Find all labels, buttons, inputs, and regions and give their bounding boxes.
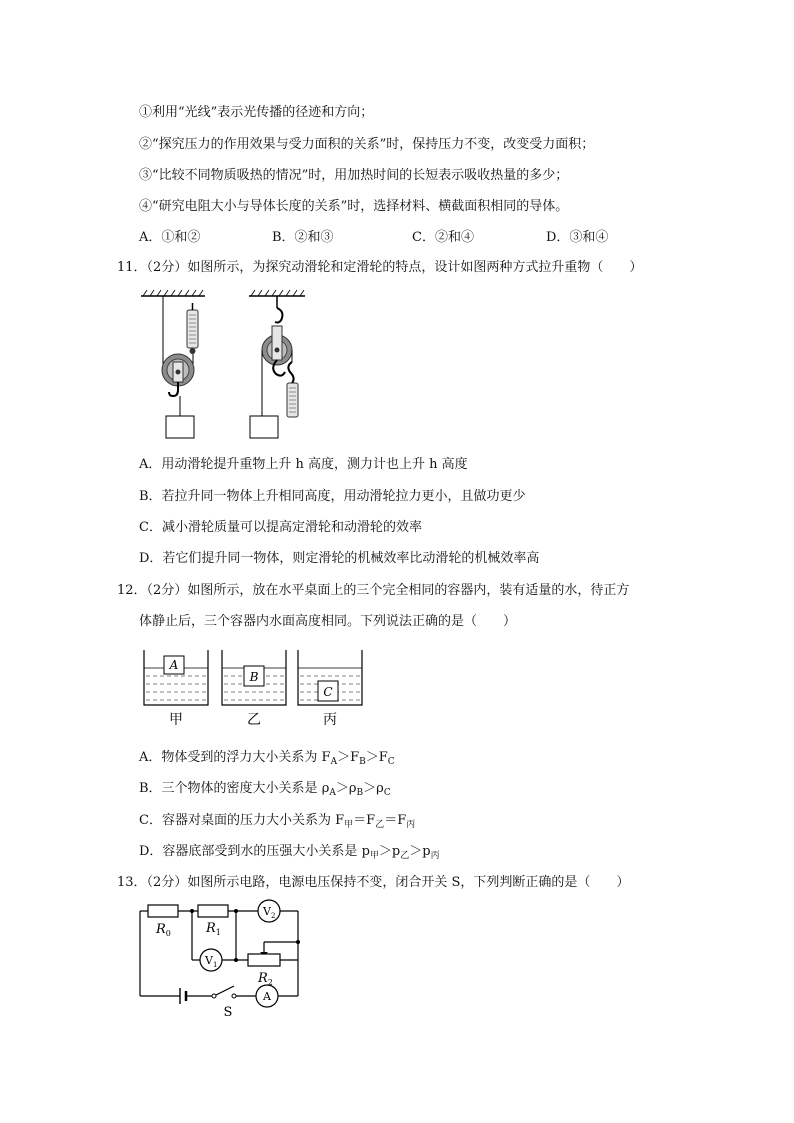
junction-dot [234, 958, 238, 962]
relation: ＞ [363, 781, 377, 796]
relation: ＞ [337, 750, 351, 765]
symbol: ρ [376, 781, 384, 796]
v1-label: $V_1$ [205, 954, 218, 969]
relation: ＞ [378, 844, 392, 859]
container-label-bing: 丙 [323, 712, 337, 728]
q13-stem: 13．（2分）如图所示电路，电源电压保持不变，闭合开关 S，下列判断正确的是（ ） [117, 875, 630, 890]
subscript: B [359, 757, 366, 767]
q12-stem-line2: 体静止后，三个容器内水面高度相同。下列说法正确的是（ ） [139, 614, 517, 629]
container-label-yi: 乙 [247, 712, 261, 728]
relation: ＞ [365, 750, 379, 765]
symbol: F [335, 813, 345, 828]
switch-lever [216, 986, 234, 995]
subscript: A [329, 788, 336, 798]
statement-2: ②“探究压力的作用效果与受力面积的关系”时，保持压力不变，改变受力面积； [139, 137, 595, 152]
option-text: D．容器底部受到水的压强大小关系是 [139, 844, 362, 859]
block-c-label: C [323, 685, 333, 699]
r1-label: $R_1$ [206, 921, 221, 937]
prev-option-c[interactable]: C．②和④ [412, 230, 474, 245]
symbol: F [350, 750, 360, 765]
q11-option-b[interactable]: B．若拉升同一物体上升相同高度，用动滑轮拉力更小，且做功更少 [139, 489, 526, 504]
junction-dot [190, 909, 194, 913]
resistor-r1 [198, 905, 228, 917]
symbol: F [378, 750, 388, 765]
prev-option-b[interactable]: B．②和③ [272, 230, 334, 245]
relation: ＝ [353, 813, 367, 828]
symbol: p [361, 844, 370, 859]
r0-label: $R_0$ [156, 922, 171, 938]
switch-contact-left [212, 994, 216, 998]
symbol: F [321, 750, 331, 765]
prev-option-d[interactable]: D．③和④ [546, 230, 609, 245]
q12-stem-line1: 12．（2分）如图所示，放在水平桌面上的三个完全相同的容器内，装有适量的水，待正方 [117, 583, 630, 598]
switch-contact-right [232, 994, 236, 998]
junction-dot [296, 940, 300, 944]
symbol: p [422, 844, 431, 859]
option-text: B．三个物体的密度大小关系是 [139, 781, 322, 796]
v2-label: $V_2$ [263, 905, 276, 920]
container-label-jia: 甲 [169, 712, 183, 728]
q11-option-d[interactable]: D．若它们提升同一物体，则定滑轮的机械效率比动滑轮的机械效率高 [139, 551, 540, 566]
subscript: B [356, 788, 364, 798]
subscript: 丙 [406, 820, 416, 830]
prev-option-a[interactable]: A．①和② [139, 230, 201, 245]
subscript: C [383, 788, 391, 798]
subscript: A [330, 757, 338, 767]
option-text: A．物体受到的浮力大小关系为 [139, 750, 322, 765]
block-a-label: A [169, 658, 179, 672]
r2-label: $R_2$ [258, 971, 273, 987]
symbol: ρ [348, 781, 357, 796]
symbol: p [391, 844, 401, 859]
statement-1: ①利用“光线”表示光传播的径迹和方向； [139, 105, 374, 120]
q11-stem: 11．（2分）如图所示，为探究动滑轮和定滑轮的特点，设计如图两种方式拉升重物（ ） [117, 260, 643, 275]
symbol: F [366, 813, 376, 828]
statement-3: ③“比较不同物质吸热的情况”时，用加热时间的长短表示吸收热量的多少； [139, 168, 569, 183]
subscript: 甲 [344, 820, 354, 830]
block-b-label: B [249, 670, 259, 684]
subscript: C [387, 757, 395, 767]
option-text: C．容器对桌面的压力大小关系为 [139, 813, 336, 828]
statement-4: ④“研究电阻大小与导体长度的关系”时，选择材料、横截面积相同的导体。 [139, 199, 569, 214]
q11-option-c[interactable]: C．减小滑轮质量可以提高定滑轮和动滑轮的效率 [139, 520, 422, 535]
subscript: 丙 [430, 851, 440, 861]
resistor-r0 [148, 905, 178, 917]
switch-label: S [223, 1005, 233, 1020]
resistor-r2 [248, 954, 280, 966]
subscript: 乙 [375, 820, 385, 830]
relation: ＝ [384, 813, 398, 828]
subscript: 乙 [400, 851, 410, 861]
subscript: 甲 [369, 851, 379, 861]
relation: ＞ [335, 781, 349, 796]
junction-dot [234, 909, 238, 913]
ammeter-label: A [263, 990, 271, 1003]
symbol: ρ [321, 781, 330, 796]
relation: ＞ [409, 844, 423, 859]
q11-option-a[interactable]: A．用动滑轮提升重物上升 h 高度，测力计也上升 h 高度 [139, 457, 468, 472]
symbol: F [397, 813, 407, 828]
